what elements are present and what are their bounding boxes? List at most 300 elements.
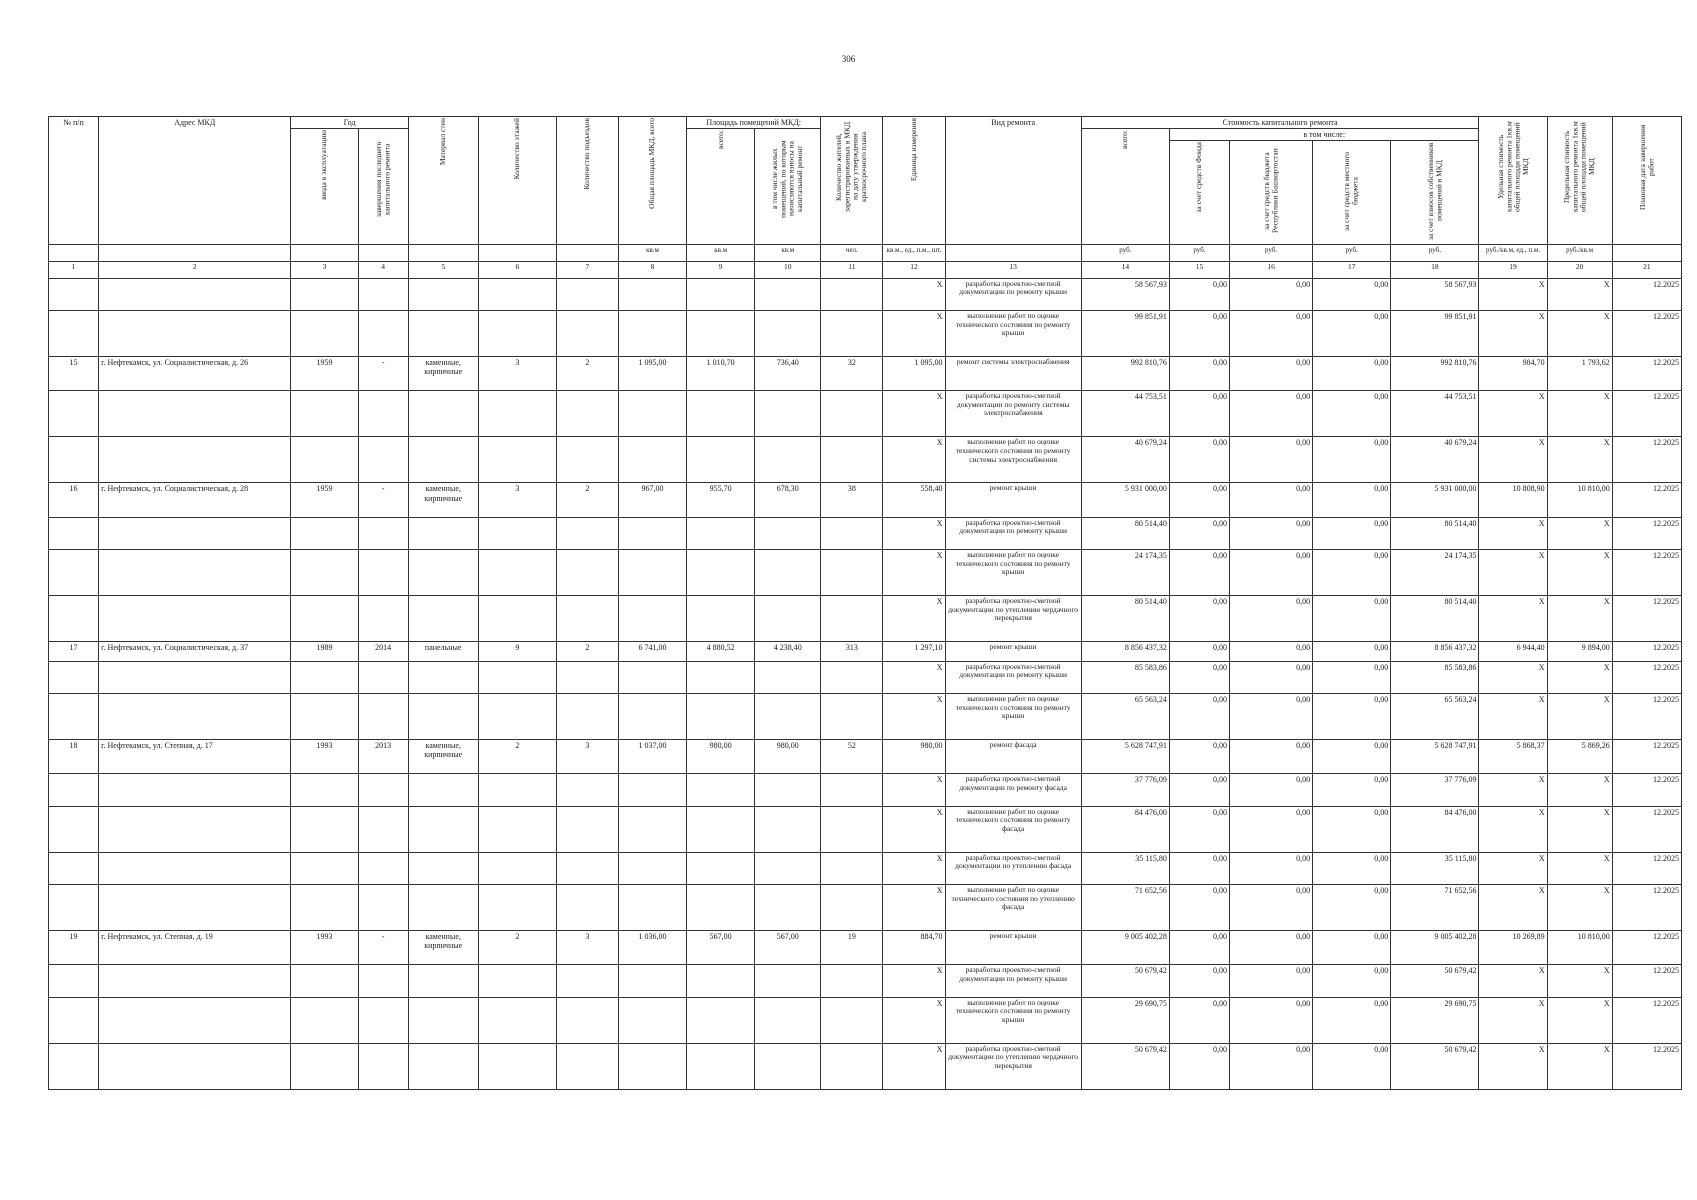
unit-cell: руб./кв.м	[1547, 244, 1612, 261]
cell-deadline: 12.2025	[1612, 391, 1681, 437]
cell-entrances	[556, 391, 618, 437]
unit-cell	[478, 244, 556, 261]
cell-premises-fee: 567,00	[755, 931, 821, 965]
cell-entrances	[556, 437, 618, 483]
header-cost-fund: за счет средств Фонда	[1169, 141, 1229, 244]
cell-premises-total: 4 880,52	[687, 642, 755, 661]
cell-work-type: ремонт системы электроснабжения	[945, 357, 1081, 391]
cell-amount: X	[883, 278, 945, 310]
cell-cost-local: 0,00	[1313, 357, 1391, 391]
cell-cost-total: 29 690,75	[1081, 997, 1169, 1043]
cell-work-type: выполнение работ по оценке технического состояния по ремонту крыши	[945, 549, 1081, 595]
cell-total-area: 6 741,00	[618, 642, 686, 661]
cell-cost-owners: 8 856 437,32	[1391, 642, 1479, 661]
cell-num	[49, 596, 99, 642]
unit-cell: руб.	[1391, 244, 1479, 261]
cell-cost-local: 0,00	[1313, 549, 1391, 595]
cell-residents	[821, 391, 883, 437]
cell-floors	[478, 997, 556, 1043]
cell-work-type: разработка проектно-сметной документации по утеплению фасада	[945, 852, 1081, 884]
cell-entrances: 2	[556, 642, 618, 661]
table-row	[49, 437, 1682, 483]
cell-entrances	[556, 310, 618, 356]
table-row	[49, 740, 1682, 774]
cell-total-area	[618, 806, 686, 852]
cell-total-area	[618, 885, 686, 931]
cell-unit-cost: X	[1479, 310, 1547, 356]
cell-wall-material: панельные	[408, 642, 478, 661]
cell-num	[49, 391, 99, 437]
cell-wall-material	[408, 693, 478, 739]
cell-floors	[478, 852, 556, 884]
cell-year-commission	[291, 278, 358, 310]
cell-num: 18	[49, 740, 99, 774]
cell-max-cost: X	[1547, 278, 1612, 310]
capital-repair-table	[48, 116, 1682, 1090]
cell-premises-fee	[755, 806, 821, 852]
cell-unit-cost: X	[1479, 549, 1547, 595]
cell-amount: 1 095,00	[883, 357, 945, 391]
cell-floors: 3	[478, 483, 556, 517]
cell-cost-owners: 50 679,42	[1391, 1043, 1479, 1089]
cell-cost-owners: 50 679,42	[1391, 965, 1479, 997]
cell-address: г. Нефтекамск, ул. Социалистическая, д. 37	[99, 642, 291, 661]
cell-entrances	[556, 774, 618, 806]
cell-cost-local: 0,00	[1313, 740, 1391, 774]
cell-amount: X	[883, 437, 945, 483]
cell-amount: 1 297,10	[883, 642, 945, 661]
cell-wall-material: каменные, кирпичные	[408, 483, 478, 517]
cell-residents: 38	[821, 483, 883, 517]
table-row	[49, 965, 1682, 997]
cell-cost-owners: 37 776,09	[1391, 774, 1479, 806]
header-residents: Количество жителей, зарегистрированных в МКД на дату утверждения краткосрочного плана	[821, 117, 883, 245]
cell-cost-local: 0,00	[1313, 997, 1391, 1043]
cell-entrances	[556, 693, 618, 739]
cell-premises-total	[687, 693, 755, 739]
cell-premises-total	[687, 517, 755, 549]
cell-address	[99, 1043, 291, 1089]
cell-year-commission: 1993	[291, 931, 358, 965]
cell-cost-total: 99 851,91	[1081, 310, 1169, 356]
cell-address	[99, 774, 291, 806]
cell-cost-total: 50 679,42	[1081, 965, 1169, 997]
column-number: 13	[945, 261, 1081, 278]
cell-cost-republic: 0,00	[1230, 931, 1313, 965]
header-cost-owners: за счет взносов собственников помещений в МКД	[1391, 141, 1479, 244]
cell-year-commission: 1989	[291, 642, 358, 661]
cell-year-commission	[291, 549, 358, 595]
column-number: 17	[1313, 261, 1391, 278]
cell-floors: 2	[478, 740, 556, 774]
cell-entrances	[556, 278, 618, 310]
cell-unit-cost: 5 868,37	[1479, 740, 1547, 774]
cell-address	[99, 997, 291, 1043]
column-number: 5	[408, 261, 478, 278]
cell-address: г. Нефтекамск, ул. Социалистическая, д. 28	[99, 483, 291, 517]
column-number: 7	[556, 261, 618, 278]
cell-floors: 2	[478, 931, 556, 965]
cell-amount: X	[883, 806, 945, 852]
cell-max-cost: 9 894,00	[1547, 642, 1612, 661]
cell-premises-fee	[755, 391, 821, 437]
column-number: 4	[358, 261, 408, 278]
cell-address	[99, 517, 291, 549]
cell-wall-material	[408, 1043, 478, 1089]
cell-cost-fund: 0,00	[1169, 357, 1229, 391]
cell-premises-total	[687, 596, 755, 642]
cell-year-commission	[291, 997, 358, 1043]
cell-unit-cost: X	[1479, 693, 1547, 739]
cell-address	[99, 596, 291, 642]
cell-max-cost: X	[1547, 806, 1612, 852]
cell-floors: 3	[478, 357, 556, 391]
cell-premises-fee	[755, 885, 821, 931]
unit-cell	[556, 244, 618, 261]
table-row	[49, 693, 1682, 739]
cell-deadline: 12.2025	[1612, 517, 1681, 549]
cell-cost-republic: 0,00	[1230, 483, 1313, 517]
cell-cost-owners: 80 514,40	[1391, 596, 1479, 642]
cell-year-commission: 1959	[291, 483, 358, 517]
cell-unit-cost: X	[1479, 437, 1547, 483]
cell-premises-total: 1 010,70	[687, 357, 755, 391]
cell-premises-fee	[755, 1043, 821, 1089]
cell-cost-local: 0,00	[1313, 693, 1391, 739]
cell-unit-cost: 10 808,90	[1479, 483, 1547, 517]
cell-year-commission	[291, 693, 358, 739]
cell-cost-local: 0,00	[1313, 642, 1391, 661]
cell-amount: 884,70	[883, 931, 945, 965]
cell-entrances	[556, 517, 618, 549]
cell-deadline: 12.2025	[1612, 1043, 1681, 1089]
cell-cost-total: 80 514,40	[1081, 596, 1169, 642]
cell-cost-total: 71 652,56	[1081, 885, 1169, 931]
column-number: 14	[1081, 261, 1169, 278]
cell-floors	[478, 1043, 556, 1089]
cell-work-type: разработка проектно-сметной документации по ремонту крыши	[945, 965, 1081, 997]
cell-premises-fee	[755, 661, 821, 693]
cell-num: 19	[49, 931, 99, 965]
cell-residents	[821, 278, 883, 310]
cell-premises-total: 955,70	[687, 483, 755, 517]
cell-cost-republic: 0,00	[1230, 642, 1313, 661]
cell-floors	[478, 885, 556, 931]
cell-year-last-repair: -	[358, 357, 408, 391]
cell-premises-total	[687, 774, 755, 806]
column-number: 9	[687, 261, 755, 278]
cell-num	[49, 517, 99, 549]
cell-max-cost: X	[1547, 852, 1612, 884]
cell-residents: 32	[821, 357, 883, 391]
cell-max-cost: X	[1547, 517, 1612, 549]
unit-cell: руб.	[1313, 244, 1391, 261]
cell-unit-cost: X	[1479, 1043, 1547, 1089]
cell-residents	[821, 310, 883, 356]
cell-address	[99, 661, 291, 693]
cell-deadline: 12.2025	[1612, 278, 1681, 310]
cell-deadline: 12.2025	[1612, 437, 1681, 483]
cell-wall-material	[408, 852, 478, 884]
cell-wall-material	[408, 549, 478, 595]
cell-wall-material: каменные, кирпичные	[408, 931, 478, 965]
cell-cost-republic: 0,00	[1230, 661, 1313, 693]
cell-address	[99, 965, 291, 997]
cell-residents: 52	[821, 740, 883, 774]
cell-work-type: ремонт крыши	[945, 931, 1081, 965]
cell-deadline: 12.2025	[1612, 549, 1681, 595]
cell-floors	[478, 391, 556, 437]
cell-amount: X	[883, 852, 945, 884]
cell-cost-republic: 0,00	[1230, 517, 1313, 549]
cell-premises-total	[687, 965, 755, 997]
cell-cost-local: 0,00	[1313, 310, 1391, 356]
cell-entrances: 3	[556, 740, 618, 774]
cell-cost-local: 0,00	[1313, 852, 1391, 884]
cell-entrances	[556, 852, 618, 884]
cell-year-last-repair: 2013	[358, 740, 408, 774]
cell-year-commission	[291, 885, 358, 931]
column-number: 19	[1479, 261, 1547, 278]
cell-cost-owners: 5 628 747,91	[1391, 740, 1479, 774]
cell-floors	[478, 806, 556, 852]
cell-cost-total: 37 776,09	[1081, 774, 1169, 806]
column-number: 12	[883, 261, 945, 278]
cell-cost-fund: 0,00	[1169, 549, 1229, 595]
cell-cost-fund: 0,00	[1169, 774, 1229, 806]
cell-premises-fee	[755, 437, 821, 483]
cell-amount: 558,40	[883, 483, 945, 517]
cell-year-last-repair	[358, 596, 408, 642]
cell-wall-material: каменные, кирпичные	[408, 357, 478, 391]
cell-floors	[478, 661, 556, 693]
cell-cost-local: 0,00	[1313, 437, 1391, 483]
cell-amount: 980,00	[883, 740, 945, 774]
cell-cost-fund: 0,00	[1169, 931, 1229, 965]
cell-year-last-repair	[358, 661, 408, 693]
cell-floors	[478, 693, 556, 739]
cell-max-cost: X	[1547, 885, 1612, 931]
cell-cost-total: 85 583,86	[1081, 661, 1169, 693]
cell-year-last-repair: 2014	[358, 642, 408, 661]
cell-year-commission: 1959	[291, 357, 358, 391]
cell-cost-republic: 0,00	[1230, 774, 1313, 806]
cell-work-type: выполнение работ по оценке технического состояния по ремонту крыши	[945, 310, 1081, 356]
table-row	[49, 852, 1682, 884]
cell-residents	[821, 437, 883, 483]
cell-cost-total: 992 810,76	[1081, 357, 1169, 391]
cell-cost-local: 0,00	[1313, 661, 1391, 693]
unit-cell	[358, 244, 408, 261]
cell-year-commission	[291, 391, 358, 437]
cell-year-commission	[291, 661, 358, 693]
cell-wall-material	[408, 517, 478, 549]
cell-address	[99, 806, 291, 852]
header-address: Адрес МКД	[99, 117, 291, 245]
cell-max-cost: X	[1547, 1043, 1612, 1089]
cell-year-last-repair	[358, 997, 408, 1043]
cell-num	[49, 852, 99, 884]
cell-cost-fund: 0,00	[1169, 661, 1229, 693]
cell-cost-total: 84 476,00	[1081, 806, 1169, 852]
cell-num: 16	[49, 483, 99, 517]
cell-year-last-repair	[358, 310, 408, 356]
cell-cost-republic: 0,00	[1230, 1043, 1313, 1089]
header-max-cost: Предельная стоимость капитального ремонта 1кв.м общей площади помещений МКД	[1547, 117, 1612, 245]
header-premises-total: всего:	[687, 129, 755, 244]
header-premises-group: Площадь помещений МКД:	[687, 117, 821, 129]
unit-cell: кв.м	[687, 244, 755, 261]
cell-deadline: 12.2025	[1612, 997, 1681, 1043]
cell-num	[49, 997, 99, 1043]
cell-cost-fund: 0,00	[1169, 391, 1229, 437]
header-wall-material: Материал стен	[408, 117, 478, 245]
cell-residents: 313	[821, 642, 883, 661]
cell-residents	[821, 774, 883, 806]
cell-premises-fee	[755, 549, 821, 595]
cell-cost-owners: 35 115,80	[1391, 852, 1479, 884]
cell-total-area: 1 036,00	[618, 931, 686, 965]
cell-entrances: 3	[556, 931, 618, 965]
cell-deadline: 12.2025	[1612, 806, 1681, 852]
cell-cost-local: 0,00	[1313, 931, 1391, 965]
column-number: 21	[1612, 261, 1681, 278]
column-number: 2	[99, 261, 291, 278]
cell-year-last-repair	[358, 885, 408, 931]
cell-year-commission	[291, 965, 358, 997]
cell-deadline: 12.2025	[1612, 740, 1681, 774]
cell-amount: X	[883, 549, 945, 595]
column-number: 20	[1547, 261, 1612, 278]
cell-total-area	[618, 852, 686, 884]
cell-total-area	[618, 391, 686, 437]
cell-premises-fee	[755, 596, 821, 642]
cell-year-commission	[291, 852, 358, 884]
cell-unit-cost: X	[1479, 278, 1547, 310]
cell-amount: X	[883, 310, 945, 356]
cell-amount: X	[883, 693, 945, 739]
table-row	[49, 997, 1682, 1043]
header-premises-fee: в том числе жилых помещений, по которым начисляются взносы на капитальный ремонт	[755, 129, 821, 244]
cell-premises-total	[687, 806, 755, 852]
cell-residents	[821, 806, 883, 852]
cell-wall-material	[408, 596, 478, 642]
cell-cost-fund: 0,00	[1169, 483, 1229, 517]
cell-address	[99, 278, 291, 310]
cell-entrances	[556, 549, 618, 595]
cell-entrances	[556, 1043, 618, 1089]
unit-cell: руб.	[1081, 244, 1169, 261]
cell-premises-total	[687, 852, 755, 884]
cell-cost-local: 0,00	[1313, 278, 1391, 310]
cell-cost-local: 0,00	[1313, 885, 1391, 931]
table-row	[49, 357, 1682, 391]
cell-amount: X	[883, 517, 945, 549]
cell-premises-total	[687, 549, 755, 595]
cell-unit-cost: 6 944,40	[1479, 642, 1547, 661]
cell-num	[49, 885, 99, 931]
cell-unit-cost: X	[1479, 885, 1547, 931]
cell-max-cost: X	[1547, 774, 1612, 806]
cell-wall-material	[408, 661, 478, 693]
cell-premises-fee: 736,40	[755, 357, 821, 391]
cell-entrances	[556, 965, 618, 997]
cell-year-last-repair	[358, 806, 408, 852]
cell-cost-owners: 80 514,40	[1391, 517, 1479, 549]
cell-total-area	[618, 965, 686, 997]
unit-cell	[99, 244, 291, 261]
cell-entrances: 2	[556, 483, 618, 517]
cell-num	[49, 774, 99, 806]
cell-max-cost: X	[1547, 596, 1612, 642]
cell-cost-fund: 0,00	[1169, 997, 1229, 1043]
unit-cell	[945, 244, 1081, 261]
cell-total-area	[618, 278, 686, 310]
cell-max-cost: X	[1547, 661, 1612, 693]
cell-cost-republic: 0,00	[1230, 310, 1313, 356]
cell-num	[49, 661, 99, 693]
cell-year-commission	[291, 517, 358, 549]
table-body	[49, 278, 1682, 1089]
cell-residents	[821, 661, 883, 693]
cell-cost-fund: 0,00	[1169, 596, 1229, 642]
cell-cost-total: 40 679,24	[1081, 437, 1169, 483]
cell-cost-total: 65 563,24	[1081, 693, 1169, 739]
cell-max-cost: 1 793,62	[1547, 357, 1612, 391]
cell-premises-fee	[755, 278, 821, 310]
cell-residents	[821, 517, 883, 549]
header-total-area: Общая площадь МКД, всего	[618, 117, 686, 245]
cell-total-area: 1 037,00	[618, 740, 686, 774]
cell-residents	[821, 997, 883, 1043]
cell-cost-fund: 0,00	[1169, 1043, 1229, 1089]
cell-cost-republic: 0,00	[1230, 357, 1313, 391]
table-row	[49, 1043, 1682, 1089]
cell-amount: X	[883, 885, 945, 931]
unit-cell	[408, 244, 478, 261]
cell-premises-total	[687, 437, 755, 483]
cell-num	[49, 693, 99, 739]
cell-cost-total: 80 514,40	[1081, 517, 1169, 549]
cell-premises-fee	[755, 774, 821, 806]
column-number: 18	[1391, 261, 1479, 278]
column-number: 1	[49, 261, 99, 278]
cell-wall-material	[408, 806, 478, 852]
cell-premises-total	[687, 661, 755, 693]
cell-work-type: выполнение работ по оценке технического состояния по ремонту крыши	[945, 693, 1081, 739]
cell-residents	[821, 549, 883, 595]
column-number: 6	[478, 261, 556, 278]
cell-unit-cost: X	[1479, 965, 1547, 997]
cell-year-commission	[291, 806, 358, 852]
cell-total-area	[618, 693, 686, 739]
unit-cell: кв.м	[618, 244, 686, 261]
header-incl: в том числе:	[1169, 129, 1479, 141]
cell-cost-republic: 0,00	[1230, 693, 1313, 739]
header-year-commission: ввода в эксплуатацию	[291, 129, 358, 244]
cell-work-type: ремонт крыши	[945, 642, 1081, 661]
cell-premises-fee: 678,30	[755, 483, 821, 517]
cell-max-cost: 5 869,26	[1547, 740, 1612, 774]
cell-cost-republic: 0,00	[1230, 806, 1313, 852]
cell-total-area	[618, 997, 686, 1043]
cell-max-cost: X	[1547, 965, 1612, 997]
cell-cost-local: 0,00	[1313, 391, 1391, 437]
cell-premises-total	[687, 278, 755, 310]
cell-year-last-repair	[358, 517, 408, 549]
cell-cost-total: 8 856 437,32	[1081, 642, 1169, 661]
cell-cost-republic: 0,00	[1230, 965, 1313, 997]
